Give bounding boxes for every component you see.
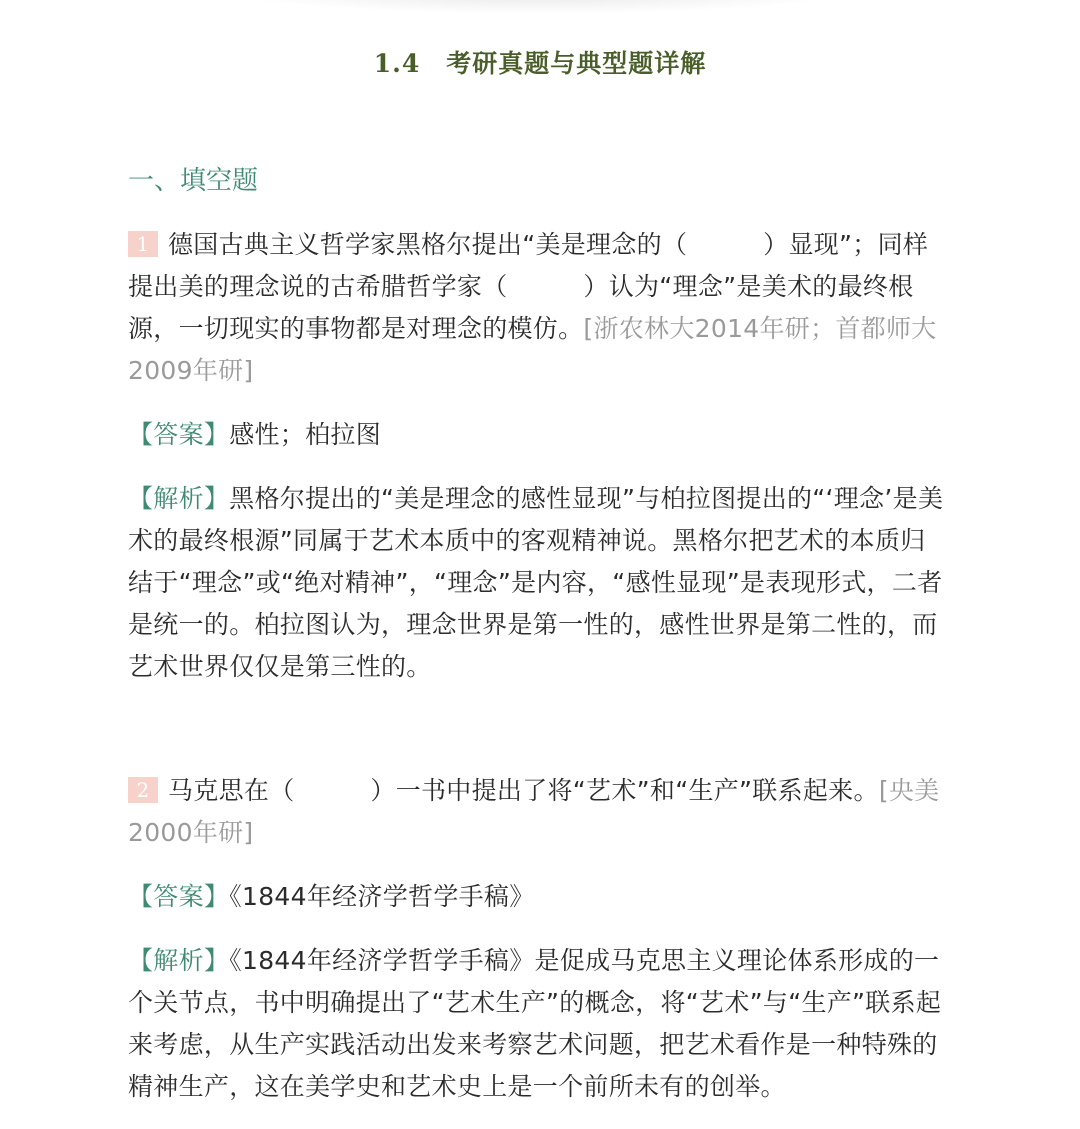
question-number-badge: 1	[128, 231, 158, 257]
question-source: [浙农林大2014年研；首都师大2009年研]	[128, 314, 937, 385]
page-title	[0, 44, 1080, 80]
question-2-text-block	[128, 770, 950, 854]
question-text: 德国古典主义哲学家黑格尔提出“美是理念的（ ）显现”；同样提出美的理念说的古希腊哲学家（ ）认为“理念”是美术的最终根源，一切现实的事物都是对理念的模仿。	[128, 230, 929, 343]
analysis-block	[128, 940, 950, 1108]
answer-block	[128, 414, 950, 456]
section-heading: 一、填空题	[128, 166, 259, 196]
content	[128, 160, 950, 1108]
analysis-tag: 【解析】	[128, 484, 230, 513]
analysis-block	[128, 478, 950, 688]
title-number: 1.4	[373, 49, 421, 78]
analysis-text: 黑格尔提出的“美是理念的感性显现”与柏拉图提出的“‘理念’是美术的最终根源”同属于艺术本质中的客观精神说。黑格尔把艺术的本质归结于“理念”或“绝对精神”，“理念”是内容，“感性显现”是表现形式，二者是统一的。柏拉图认为，理念世界是第一性的，感性世界是第二性的，而艺术世界仅仅是第三性的。	[128, 484, 944, 681]
question-source: [央美2000年研]	[128, 776, 940, 847]
answer-text: 《1844年经济学哲学手稿》	[229, 882, 535, 911]
analysis-tag: 【解析】	[128, 946, 230, 975]
title-text: 考研真题与典型题详解	[446, 49, 707, 78]
question-1-text-block	[128, 224, 950, 392]
answer-tag: 【答案】	[128, 882, 230, 911]
answer-text: 感性；柏拉图	[229, 420, 382, 449]
question-1	[128, 224, 950, 688]
answer-block	[128, 876, 950, 918]
question-number-badge: 2	[128, 777, 158, 803]
question-text: 马克思在（ ）一书中提出了将“艺术”和“生产”联系起来。	[168, 776, 879, 805]
question-2	[128, 770, 950, 1108]
analysis-text: 《1844年经济学哲学手稿》是促成马克思主义理论体系形成的一个关节点，书中明确提出了“艺术生产”的概念，将“艺术”与“生产”联系起来考虑，从生产实践活动出发来考察艺术问题，把艺术看作是一种特殊的精神生产，这在美学史和艺术史上是一个前所未有的创举。	[128, 946, 942, 1101]
answer-tag: 【答案】	[128, 420, 230, 449]
top-shadow	[230, 0, 850, 14]
